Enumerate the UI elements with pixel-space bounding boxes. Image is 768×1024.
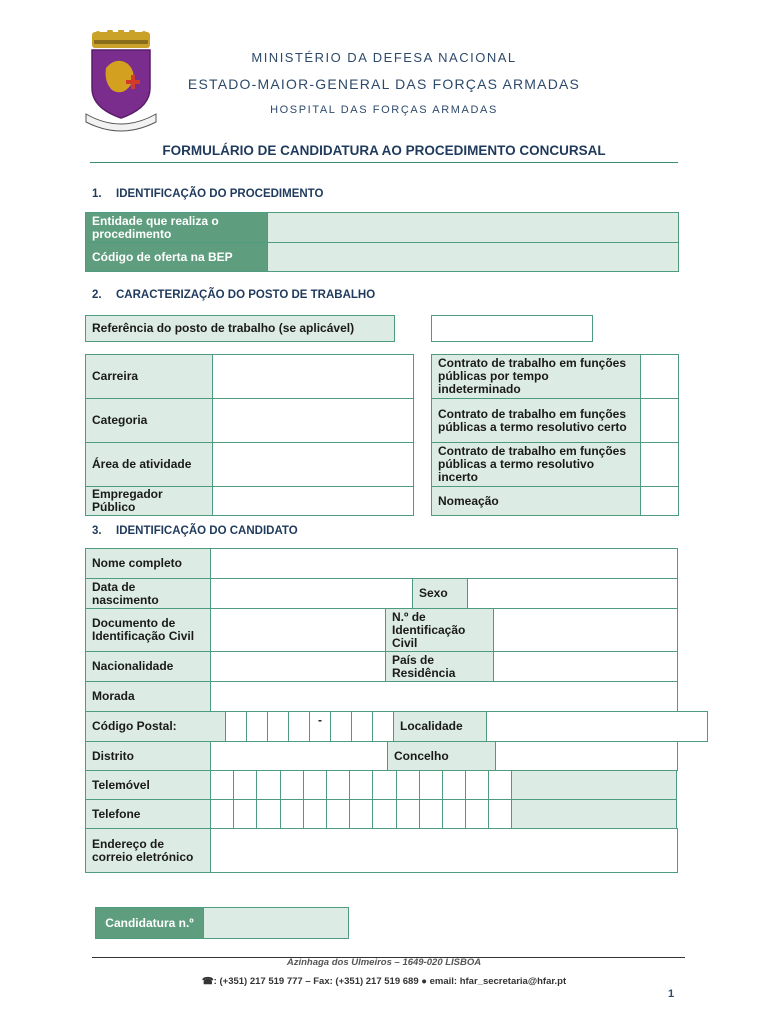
document-rows: [85, 608, 678, 682]
telefone-digit[interactable]: [303, 800, 326, 829]
telemovel-digit[interactable]: [396, 771, 419, 800]
telefone-digit[interactable]: [326, 800, 349, 829]
telemovel-digit[interactable]: [234, 771, 257, 800]
reference-label: Referência do posto de trabalho (se aplicável): [86, 316, 395, 342]
reference-table: [85, 315, 395, 342]
empregador-label: Empregador Público: [86, 487, 213, 516]
nacionalidade-field[interactable]: [211, 652, 386, 682]
telefone-digit[interactable]: [280, 800, 303, 829]
telemovel-digit[interactable]: [373, 771, 396, 800]
email-field[interactable]: [211, 829, 678, 873]
section1-title: IDENTIFICAÇÃO DO PROCEDIMENTO: [116, 188, 324, 200]
morada-label: Morada: [86, 682, 211, 712]
distrito-field[interactable]: [211, 742, 388, 771]
reference-field-table: [431, 315, 593, 342]
distrito-label: Distrito: [86, 742, 211, 771]
address-row: [85, 681, 678, 712]
birth-row: [85, 578, 678, 609]
section3-number: 3.: [92, 525, 102, 537]
staff-heading: ESTADO-MAIOR-GENERAL DAS FORÇAS ARMADAS: [187, 76, 581, 92]
postal-digit[interactable]: [331, 712, 352, 742]
localidade-label: Localidade: [394, 712, 487, 742]
categoria-field[interactable]: [213, 399, 414, 443]
nomeacao-label: Nomeação: [432, 487, 641, 516]
candidatura-number-field[interactable]: [204, 908, 349, 939]
email-row: [85, 828, 678, 873]
bep-label: Código de oferta na BEP: [86, 243, 268, 272]
telefone-digit[interactable]: [373, 800, 396, 829]
footer-address: Azinhaga dos Ulmeiros – 1649-020 LISBOA: [286, 957, 482, 968]
entity-field[interactable]: [268, 213, 679, 243]
postal-dash: -: [310, 712, 331, 742]
telemovel-digit[interactable]: [419, 771, 442, 800]
telefone-digit[interactable]: [419, 800, 442, 829]
postal-row: [85, 711, 708, 742]
carreira-label: Carreira: [86, 355, 213, 399]
page-number: 1: [668, 988, 675, 1000]
morada-field[interactable]: [211, 682, 678, 712]
ministry-heading: MINISTÉRIO DA DEFESA NACIONAL: [251, 50, 517, 65]
concelho-label: Concelho: [388, 742, 496, 771]
section2-title: CARACTERIZAÇÃO DO POSTO DE TRABALHO: [116, 289, 376, 301]
title-divider: [90, 162, 678, 163]
contract-certo-checkbox[interactable]: [641, 399, 679, 443]
nomeacao-checkbox[interactable]: [641, 487, 679, 516]
concelho-field[interactable]: [496, 742, 678, 771]
section1-number: 1.: [92, 188, 102, 200]
pais-label: País de Residência: [386, 652, 494, 682]
postal-digit[interactable]: [373, 712, 394, 742]
postal-digit[interactable]: [352, 712, 373, 742]
telemovel-digit[interactable]: [466, 771, 489, 800]
postal-digit[interactable]: [226, 712, 247, 742]
candidatura-box: [95, 907, 349, 939]
n-identificacao-label: N.º de Identificação Civil: [386, 609, 494, 652]
telemovel-digit[interactable]: [211, 771, 234, 800]
telemovel-label: Telemóvel: [86, 771, 211, 800]
pais-field[interactable]: [494, 652, 678, 682]
section1-heading: [92, 188, 323, 200]
reference-field[interactable]: [432, 316, 593, 342]
nome-field[interactable]: [211, 549, 678, 579]
email-label: Endereço de correio eletrónico: [86, 829, 211, 873]
contract-certo-label: Contrato de trabalho em funções públicas a termo resolutivo certo: [432, 399, 641, 443]
nascimento-label: Data de nascimento: [86, 579, 211, 609]
district-row: [85, 741, 678, 771]
contract-indeterminado-label: Contrato de trabalho em funções públicas por tempo indeterminado: [432, 355, 641, 399]
sexo-label: Sexo: [413, 579, 468, 609]
telefone-digit[interactable]: [489, 800, 512, 829]
telefone-digit[interactable]: [396, 800, 419, 829]
nascimento-field[interactable]: [211, 579, 413, 609]
telemovel-digit[interactable]: [257, 771, 280, 800]
telemovel-digit[interactable]: [280, 771, 303, 800]
telefone-digit[interactable]: [350, 800, 373, 829]
telefone-digit[interactable]: [466, 800, 489, 829]
telemovel-digit[interactable]: [489, 771, 512, 800]
bep-field[interactable]: [268, 243, 679, 272]
carreira-field[interactable]: [213, 355, 414, 399]
telefone-digit[interactable]: [211, 800, 234, 829]
telemovel-digit[interactable]: [326, 771, 349, 800]
contract-table: [431, 354, 679, 516]
telemovel-digit[interactable]: [303, 771, 326, 800]
phone-rows: [85, 770, 677, 829]
categoria-label: Categoria: [86, 399, 213, 443]
section2-number: 2.: [92, 289, 102, 301]
area-label: Área de atividade: [86, 443, 213, 487]
footer-contacts: ☎: (+351) 217 519 777 – Fax: (+351) 217 519 689 ● email: hfar_secretaria@hfar.pt: [201, 976, 567, 987]
post-table: [85, 354, 414, 516]
candidate-name-row: [85, 548, 678, 579]
postal-digit[interactable]: [268, 712, 289, 742]
entity-label: Entidade que realiza o procedimento: [86, 213, 268, 243]
contract-incerto-checkbox[interactable]: [641, 443, 679, 487]
nacionalidade-label: Nacionalidade: [86, 652, 211, 682]
telefone-digit[interactable]: [442, 800, 465, 829]
area-field[interactable]: [213, 443, 414, 487]
section3-title: IDENTIFICAÇÃO DO CANDIDATO: [116, 525, 298, 537]
nome-label: Nome completo: [86, 549, 211, 579]
procedure-table: [85, 212, 679, 272]
contract-indeterminado-checkbox[interactable]: [641, 355, 679, 399]
codigo-postal-label: Código Postal:: [86, 712, 226, 742]
documento-label: Documento de Identificação Civil: [86, 609, 211, 652]
telefone-filler: [512, 800, 677, 829]
postal-digit[interactable]: [247, 712, 268, 742]
telemovel-filler: [512, 771, 677, 800]
n-identificacao-field[interactable]: [494, 609, 678, 652]
documento-field[interactable]: [211, 609, 386, 652]
sexo-field[interactable]: [468, 579, 678, 609]
hospital-heading: HOSPITAL DAS FORÇAS ARMADAS: [270, 104, 498, 116]
telefone-digit[interactable]: [234, 800, 257, 829]
section2-heading: [92, 289, 375, 301]
postal-digit[interactable]: [289, 712, 310, 742]
telefone-digit[interactable]: [257, 800, 280, 829]
telemovel-digit[interactable]: [442, 771, 465, 800]
localidade-field[interactable]: [487, 712, 708, 742]
telemovel-digit[interactable]: [350, 771, 373, 800]
contract-incerto-label: Contrato de trabalho em funções públicas a termo resolutivo incerto: [432, 443, 641, 487]
empregador-field[interactable]: [213, 487, 414, 516]
candidatura-label: Candidatura n.º: [96, 908, 204, 939]
telefone-label: Telefone: [86, 800, 211, 829]
section3-heading: [92, 525, 298, 537]
form-title: FORMULÁRIO DE CANDIDATURA AO PROCEDIMENTO CONCURSAL: [162, 143, 606, 158]
